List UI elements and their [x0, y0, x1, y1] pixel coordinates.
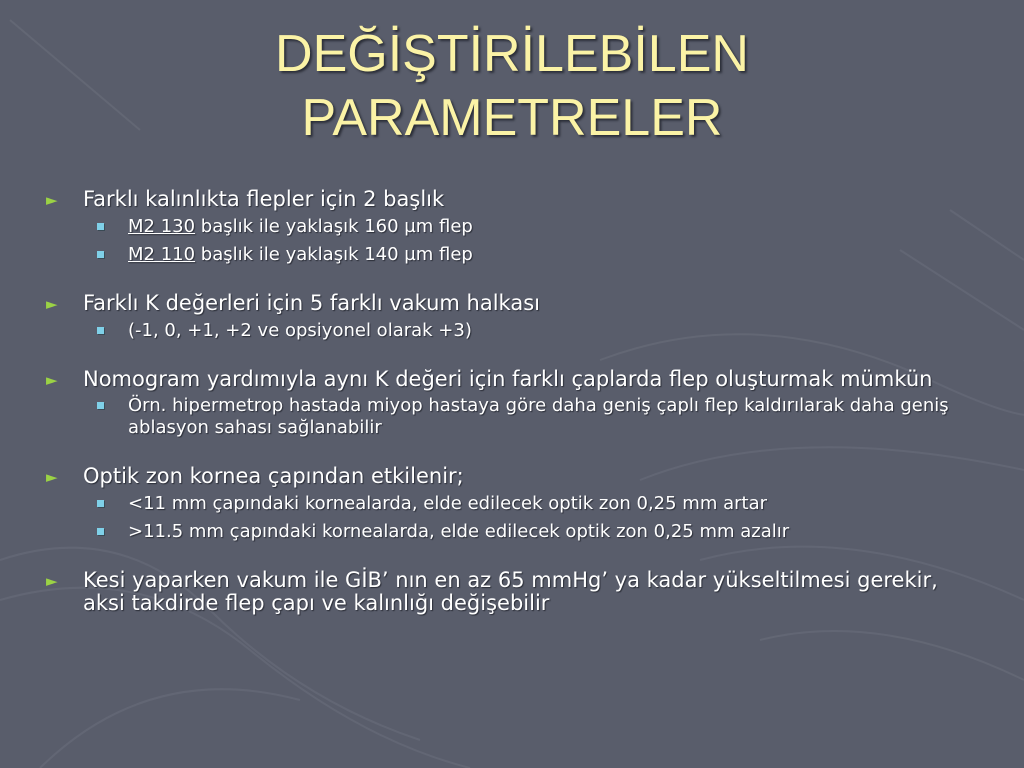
title-line-1: DEĞİŞTİRİLEBİLEN	[275, 25, 749, 83]
triangle-bullet-icon: ►	[46, 572, 58, 590]
bullet-text-4: Optik zon kornea çapından etkilenir;	[83, 464, 464, 488]
sub-text-1-1: başlık ile yaklaşık 160 µm flep	[195, 216, 473, 237]
bullet-item-1	[44, 188, 974, 211]
sub-text-1-2: başlık ile yaklaşık 140 µm flep	[195, 244, 473, 265]
slide-title	[0, 22, 1024, 150]
triangle-bullet-icon: ►	[46, 191, 58, 209]
square-bullet-icon	[97, 327, 104, 334]
square-bullet-icon	[97, 223, 104, 230]
sub-item-1-1	[44, 216, 974, 238]
bullet-text-1: Farklı kalınlıkta flepler için 2 başlık	[83, 187, 445, 211]
square-bullet-icon	[97, 402, 104, 409]
sub-text-4-2: >11.5 mm çapındaki kornealarda, elde edilecek optik zon 0,25 mm azalır	[128, 521, 790, 542]
triangle-bullet-icon: ►	[46, 371, 58, 389]
bullet-item-2	[44, 292, 974, 315]
sub-item-3-1	[44, 395, 974, 439]
square-bullet-icon	[97, 251, 104, 258]
sub-item-4-1	[44, 493, 974, 515]
sub-head-1-2: M2 110	[128, 244, 196, 265]
bullet-text-5: Kesi yaparken vakum ile GİB’ nın en az 65 mmHg’ ya kadar yükseltilmesi gerekir, aksi takdirde flep çapı ve kalınlığı değişebilir	[83, 568, 938, 615]
title-line-2: PARAMETRELER	[301, 89, 723, 147]
bullet-item-5	[44, 569, 974, 615]
sub-text-4-1: <11 mm çapındaki kornealarda, elde edilecek optik zon 0,25 mm artar	[128, 493, 767, 514]
square-bullet-icon	[97, 528, 104, 535]
bullet-text-2: Farklı K değerleri için 5 farklı vakum halkası	[83, 291, 540, 315]
sub-item-4-2	[44, 521, 974, 543]
triangle-bullet-icon: ►	[46, 468, 58, 486]
square-bullet-icon	[97, 500, 104, 507]
sub-text-2-1: (-1, 0, +1, +2 ve opsiyonel olarak +3)	[128, 320, 472, 341]
bullet-item-4	[44, 465, 974, 488]
sub-head-1-1: M2 130	[128, 216, 196, 237]
bullet-text-3: Nomogram yardımıyla aynı K değeri için farklı çaplarda flep oluşturmak mümkün	[83, 367, 933, 391]
sub-item-1-2	[44, 244, 974, 266]
triangle-bullet-icon: ►	[46, 295, 58, 313]
sub-item-2-1	[44, 320, 974, 342]
bullet-item-3	[44, 368, 974, 391]
bullet-list	[44, 188, 974, 615]
sub-text-3-1: Örn. hipermetrop hastada miyop hastaya göre daha geniş çaplı flep kaldırılarak daha geniş ablasyon sahası sağlanabilir	[128, 395, 949, 438]
